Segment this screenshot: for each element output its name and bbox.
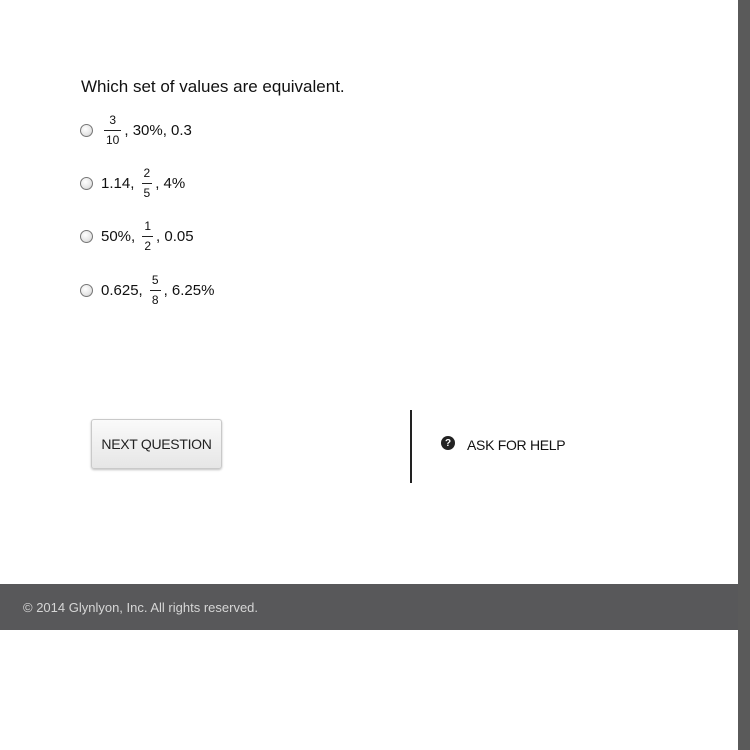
copyright-text: © 2014 Glynlyon, Inc. All rights reserved. xyxy=(23,599,259,615)
fraction-bar xyxy=(142,183,153,184)
fraction-denominator: 5 xyxy=(143,186,151,200)
answer-choice-4[interactable] xyxy=(80,274,214,307)
fraction xyxy=(142,220,153,253)
fraction-denominator: 8 xyxy=(151,293,159,307)
question-text: Which set of values are equivalent. xyxy=(81,77,345,96)
choice-text-before: 1.14, xyxy=(101,175,139,192)
fraction-bar xyxy=(142,236,153,237)
fraction xyxy=(104,114,121,147)
footer xyxy=(0,584,738,630)
vertical-divider xyxy=(410,410,412,483)
fraction-numerator: 1 xyxy=(144,219,152,233)
fraction-numerator: 5 xyxy=(151,273,159,287)
scrollbar[interactable] xyxy=(738,0,750,750)
radio-button[interactable] xyxy=(80,177,93,190)
fraction xyxy=(150,274,161,307)
choice-text-before: 0.625, xyxy=(101,282,147,299)
choice-text-after: , 0.05 xyxy=(156,228,194,245)
choice-text-before: 50%, xyxy=(101,228,140,245)
fraction-denominator: 10 xyxy=(106,133,120,147)
fraction-bar xyxy=(104,130,121,131)
radio-button[interactable] xyxy=(80,230,93,243)
answer-choice-1[interactable] xyxy=(80,114,192,147)
answer-choice-2[interactable] xyxy=(80,167,185,200)
fraction-bar xyxy=(150,290,161,291)
choice-text-after: , 4% xyxy=(155,175,186,192)
answer-choice-3[interactable] xyxy=(80,220,194,253)
fraction-numerator: 2 xyxy=(143,166,151,180)
fraction-denominator: 2 xyxy=(144,239,152,253)
radio-button[interactable] xyxy=(80,124,93,137)
choice-text-after: , 30%, 0.3 xyxy=(124,122,192,139)
next-question-button[interactable]: NEXT QUESTION xyxy=(91,419,222,469)
fraction-numerator: 3 xyxy=(109,113,117,127)
ask-for-help-label[interactable]: ASK FOR HELP xyxy=(467,437,566,453)
fraction xyxy=(142,167,153,200)
question-mark-icon[interactable]: ? xyxy=(441,436,455,450)
ask-for-help-link[interactable] xyxy=(441,437,565,453)
choice-text-after: , 6.25% xyxy=(163,282,215,299)
radio-button[interactable] xyxy=(80,284,93,297)
